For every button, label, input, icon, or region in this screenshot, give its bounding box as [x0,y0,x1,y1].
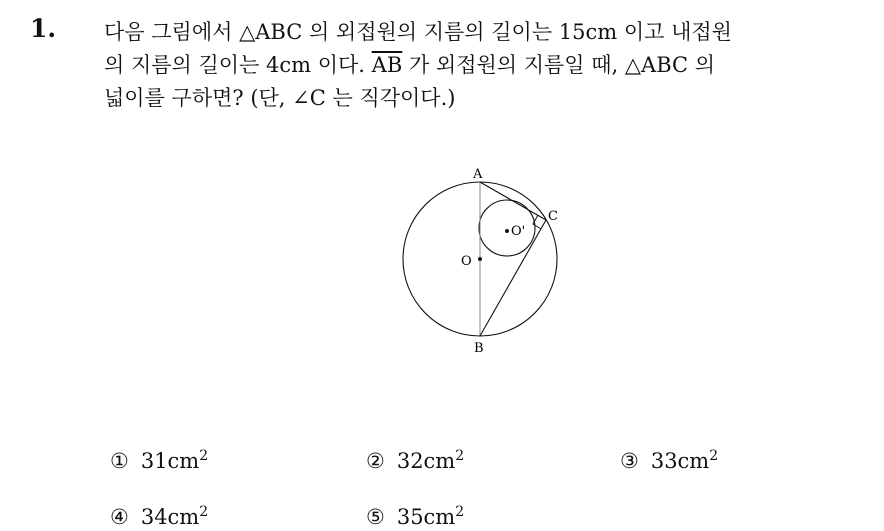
choice-2-value: 32cm [396,449,456,473]
choice-3-value: 33cm [650,449,710,473]
segment-ac-line [480,182,546,220]
choice-4[interactable] [110,504,208,529]
question-line-2 [104,49,874,82]
choice-1-exp: 2 [199,448,209,464]
label-c: C [548,209,558,224]
right-angle-mark [533,215,541,229]
choice-5-exp: 2 [455,504,465,520]
choice-3-mark: ③ [620,449,639,473]
question-text [104,16,874,115]
choice-2-exp: 2 [455,448,465,464]
choice-2-mark: ② [366,449,385,473]
choice-4-mark: ④ [110,505,129,529]
choice-5[interactable] [366,504,464,529]
question-line-2-start: 의 지름의 길이는 4cm 이다. [104,53,372,77]
choice-5-value: 35cm [396,505,456,529]
choice-3-exp: 2 [709,448,719,464]
label-a: A [473,167,483,182]
choice-1-mark: ① [110,449,129,473]
choice-5-mark: ⑤ [366,505,385,529]
question-line-3: 넓이를 구하면? (단, ∠C 는 직각이다.) [104,86,456,110]
label-o-prime: O' [511,224,526,239]
segment-ab: $\overline{AB}$ [371,53,403,77]
question-number: 1. [30,14,57,43]
choice-1[interactable] [110,448,208,473]
label-o: O [461,254,472,269]
question-line-1: 다음 그림에서 △ABC 의 외접원의 지름의 길이는 15cm 이고 내접원 [104,20,732,44]
choice-3[interactable] [620,448,718,473]
center-o-prime-dot [505,229,509,233]
label-b: B [474,341,484,356]
geometry-figure [395,162,575,362]
question-line-2-end: 가 외접원의 지름일 때, △ABC 의 [402,53,716,77]
choice-4-exp: 2 [199,504,209,520]
center-o-dot [478,257,482,261]
choice-1-value: 31cm [140,449,200,473]
choice-4-value: 34cm [140,505,200,529]
choice-2[interactable] [366,448,464,473]
